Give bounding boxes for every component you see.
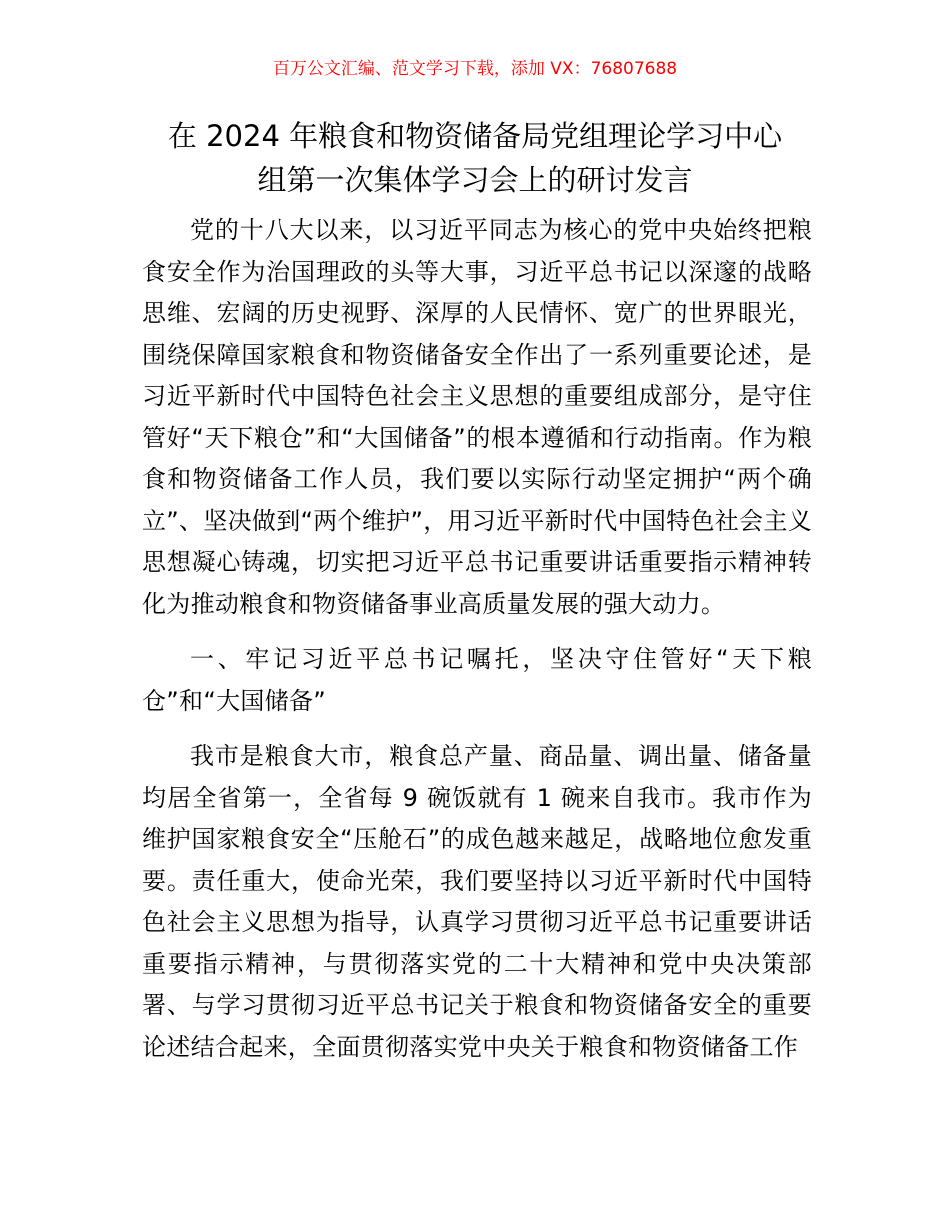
document-title	[120, 114, 830, 202]
section-1-heading: 一、牢记习近平总书记嘱托，坚决守住管好“天下粮仓”和“大国储备”	[142, 645, 812, 715]
section-1-paragraph: 我市是粮食大市，粮食总产量、商品量、调出量、储备量均居全省第一，全省每 9 碗饭就有 1 碗来自我市。我市作为维护国家粮食安全“压舱石”的成色越来越足，战略地位愈发重要。责任重大，使命光荣，我们要坚持以习近平新时代中国特色社会主义思想为指导，认真学习贯彻习近平总书记重要讲话重要指示精神，与贯彻落实党的二十大精神和党中央决策部署、与学习贯彻习近平总书记关于粮食和物资储备安全的重要论述结合起来，全面贯彻落实党中央关于粮食和物资储备工作	[142, 742, 812, 1061]
title-line-1: 在 2024 年粮食和物资储备局党组理论学习中心	[167, 119, 783, 153]
document-body	[142, 210, 812, 1068]
intro-paragraph: 党的十八大以来，以习近平同志为核心的党中央始终把粮食安全作为治国理政的头等大事，习近平总书记以深邃的战略思维、宏阔的历史视野、深厚的人民情怀、宽广的世界眼光，围绕保障国家粮食和物资储备安全作出了一系列重要论述，是习近平新时代中国特色社会主义思想的重要组成部分，是守住管好“天下粮仓”和“大国储备”的根本遵循和行动指南。作为粮食和物资储备工作人员，我们要以实际行动坚定拥护“两个确立”、坚决做到“两个维护”，用习近平新时代中国特色社会主义思想凝心铸魂，切实把习近平总书记重要讲话重要指示精神转化为推动粮食和物资储备事业高质量发展的强大动力。	[142, 216, 812, 618]
header-promo-note: 百万公文汇编、范文学习下载，添加 VX：76807688	[272, 59, 678, 79]
title-line-2: 组第一次集体学习会上的研讨发言	[257, 163, 693, 197]
